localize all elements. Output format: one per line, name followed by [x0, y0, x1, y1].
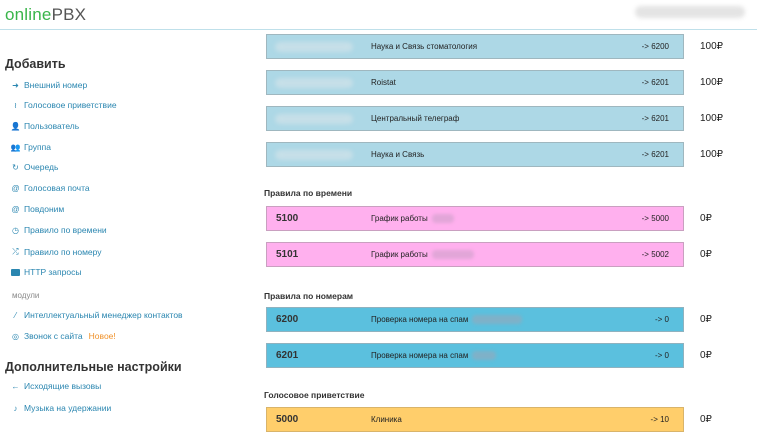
number-redacted	[275, 150, 353, 160]
number-redacted	[275, 78, 353, 88]
sidebar-item-label: Очередь	[24, 162, 59, 172]
row-name: Наука и Связь стоматология	[371, 42, 478, 51]
number-rules-title: Правила по номерам	[264, 291, 354, 301]
row-price: 0₽	[700, 414, 712, 425]
sidebar-item-alias[interactable]	[10, 204, 64, 214]
rule-number: 6200	[276, 314, 299, 325]
row-destination: -> 6200	[641, 42, 669, 51]
row-price: 0₽	[700, 350, 712, 361]
voice-icon: ≀	[14, 100, 17, 110]
row-price: 100₽	[700, 41, 724, 52]
row-name: Наука и Связь	[371, 150, 425, 159]
rule-number: 5101	[276, 249, 299, 260]
row-name: Roistat	[371, 78, 396, 87]
row-name-wrap	[371, 351, 496, 360]
user-add-icon: 👤	[10, 121, 21, 131]
sidebar-item-label: Музыка на удержании	[24, 403, 112, 413]
sidebar	[0, 30, 250, 437]
group-icon: 👥	[10, 142, 21, 152]
external-number-row[interactable]	[266, 70, 684, 95]
clock-icon: ◷	[12, 225, 19, 235]
sidebar-item-label: HTTP запросы	[24, 267, 82, 277]
redacted-text	[472, 351, 496, 360]
sidebar-item-label: Внешний номер	[24, 80, 88, 90]
http-icon	[11, 269, 20, 276]
row-name-wrap	[371, 250, 474, 259]
row-price: 0₽	[700, 249, 712, 260]
row-name-wrap	[371, 214, 454, 223]
account-name-redacted[interactable]	[635, 6, 745, 18]
callback-icon: ◎	[12, 331, 19, 341]
number-rule-row[interactable]	[266, 307, 684, 332]
top-bar	[0, 0, 757, 30]
external-number-row[interactable]	[266, 34, 684, 59]
row-destination: -> 6201	[641, 78, 669, 87]
sidebar-item-label: Повдоним	[24, 204, 65, 214]
sidebar-item-hold-music[interactable]	[10, 403, 111, 413]
sidebar-item-group[interactable]	[10, 142, 51, 152]
row-price: 100₽	[700, 77, 724, 88]
row-name: Клиника	[371, 415, 402, 424]
logo-part-online: online	[5, 5, 52, 24]
sidebar-item-http-requests[interactable]	[10, 267, 81, 277]
row-name-wrap	[371, 315, 522, 324]
row-destination: -> 0	[654, 351, 669, 360]
sidebar-item-voice-greeting[interactable]	[10, 100, 117, 110]
rule-number: 6201	[276, 350, 299, 361]
sidebar-item-label: Интеллектуальный менеджер контактов	[24, 310, 183, 320]
onlinepbx-logo[interactable]	[5, 5, 86, 25]
time-rules-title: Правила по времени	[264, 188, 353, 198]
number-rule-row[interactable]	[266, 343, 684, 368]
sidebar-item-label: Группа	[24, 142, 51, 152]
sidebar-item-label: Голосовая почта	[24, 183, 90, 193]
sidebar-item-queue[interactable]	[10, 162, 58, 172]
shuffle-icon: ⤮	[12, 247, 19, 256]
row-name: Центральный телеграф	[371, 114, 460, 123]
rule-number: 5100	[276, 213, 299, 224]
sidebar-item-label: Пользователь	[24, 121, 80, 131]
sidebar-item-time-rule[interactable]	[10, 225, 107, 235]
redacted-text	[432, 214, 454, 223]
time-rule-row[interactable]	[266, 206, 684, 231]
sidebar-item-user[interactable]	[10, 121, 79, 131]
sidebar-item-label: Звонок с сайта	[24, 331, 83, 341]
row-destination: -> 6201	[641, 114, 669, 123]
external-number-row[interactable]	[266, 142, 684, 167]
alias-icon: @	[11, 204, 20, 214]
sidebar-item-label: Правило по времени	[24, 225, 107, 235]
rule-number: 5000	[276, 414, 299, 425]
voicemail-icon: @	[11, 183, 20, 193]
wand-icon: ⁄	[14, 310, 17, 320]
row-name: График работы	[371, 214, 428, 223]
sidebar-item-contact-manager[interactable]	[10, 310, 183, 320]
redacted-text	[432, 250, 474, 259]
sidebar-item-external-number[interactable]	[10, 80, 87, 90]
music-icon: ♪	[13, 403, 18, 413]
sidebar-item-label: Правило по номеру	[24, 247, 102, 257]
voice-greeting-row[interactable]	[266, 407, 684, 432]
number-redacted	[275, 42, 353, 52]
row-name: Проверка номера на спам	[371, 315, 469, 324]
add-heading: Добавить	[5, 57, 66, 71]
row-destination: -> 6201	[641, 150, 669, 159]
row-destination: -> 0	[654, 315, 669, 324]
sidebar-item-label: Исходящие вызовы	[24, 381, 102, 391]
sidebar-item-number-rule[interactable]	[10, 247, 102, 257]
row-destination: -> 5002	[641, 250, 669, 259]
redacted-text	[472, 315, 522, 324]
modules-label: модули	[12, 291, 40, 300]
row-destination: -> 10	[650, 415, 669, 424]
logo-part-pbx: PBX	[51, 5, 87, 24]
arrow-right-icon: ➜	[12, 80, 19, 90]
arrow-left-icon: ←	[11, 381, 20, 391]
time-rule-row[interactable]	[266, 242, 684, 267]
row-price: 0₽	[700, 213, 712, 224]
sidebar-item-label: Голосовое приветствие	[24, 100, 117, 110]
voice-greeting-title: Голосовое приветствие	[264, 390, 365, 400]
sidebar-item-voicemail[interactable]	[10, 183, 90, 193]
number-redacted	[275, 114, 353, 124]
row-destination: -> 5000	[641, 214, 669, 223]
row-price: 0₽	[700, 314, 712, 325]
row-name: Проверка номера на спам	[371, 351, 469, 360]
row-price: 100₽	[700, 149, 724, 160]
row-price: 100₽	[700, 113, 724, 124]
row-name: График работы	[371, 250, 428, 259]
advanced-settings-heading: Дополнительные настройки	[5, 360, 182, 374]
sidebar-item-website-callback[interactable]	[10, 331, 116, 341]
sidebar-item-outgoing-calls[interactable]	[10, 381, 101, 391]
queue-icon: ↻	[12, 162, 19, 172]
new-badge: Новое!	[88, 331, 116, 341]
external-number-row[interactable]	[266, 106, 684, 131]
